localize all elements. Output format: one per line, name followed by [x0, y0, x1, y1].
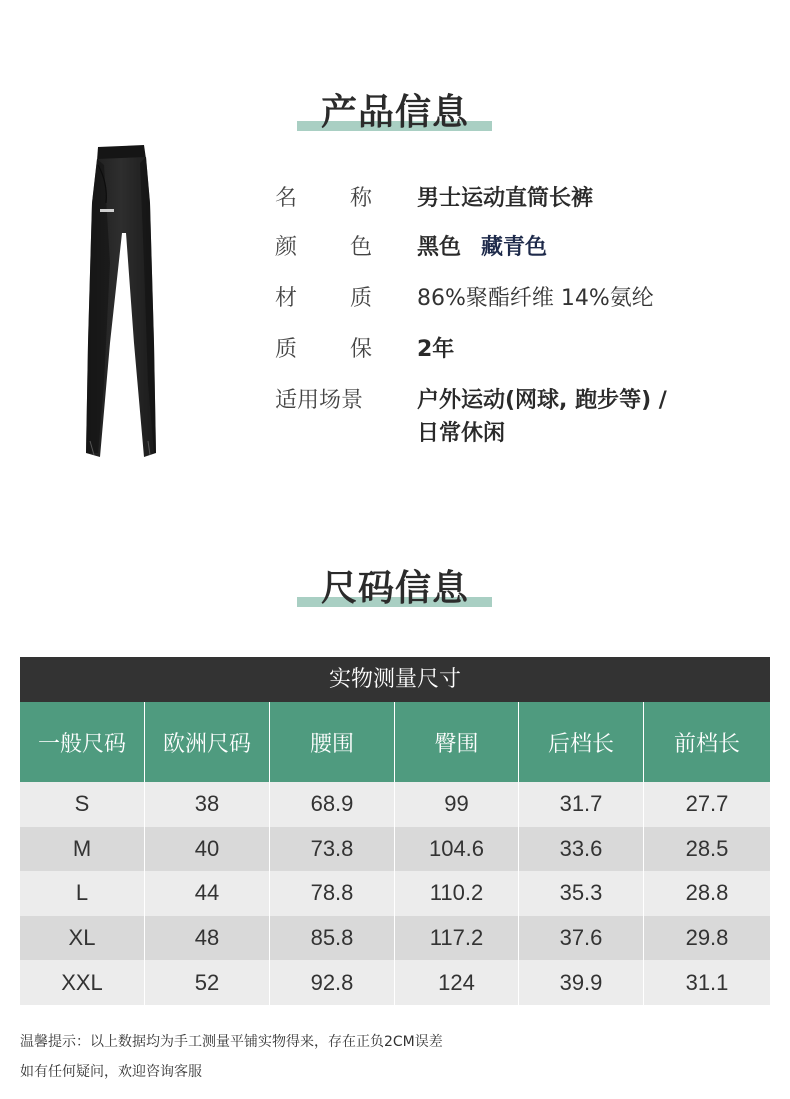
table-cell: XXL [20, 960, 145, 1005]
info-value-name: 男士运动直筒长裤 [417, 186, 594, 211]
info-value-material: 86%聚酯纤维 14%氨纶 [417, 286, 654, 311]
table-cell: 39.9 [519, 960, 644, 1005]
table-cell: 29.8 [644, 916, 770, 961]
table-cell: L [20, 871, 145, 916]
table-cell: 52 [145, 960, 270, 1005]
product-info-title: 产品信息 [320, 92, 469, 133]
table-cell: 117.2 [395, 916, 519, 961]
table-cell: XL [20, 916, 145, 961]
label-char: 质 [275, 337, 298, 362]
table-row [20, 960, 770, 1005]
table-row [20, 782, 770, 827]
usage-line-2: 日常休闲 [417, 421, 506, 446]
table-cell: 40 [145, 827, 270, 872]
label-char: 材 [275, 286, 298, 311]
table-cell: M [20, 827, 145, 872]
table-row [20, 871, 770, 916]
header-waist: 腰围 [270, 702, 395, 782]
table-cell: 33.6 [519, 827, 644, 872]
measurement-note: 温馨提示：以上数据均为手工测量平铺实物得来，存在正负2CM误差 [20, 1034, 443, 1050]
info-value-warranty: 2年 [417, 337, 455, 362]
table-cell: 73.8 [270, 827, 395, 872]
label-char: 质 [350, 286, 373, 311]
label-char: 名 [275, 186, 298, 211]
table-cell: 35.3 [519, 871, 644, 916]
table-cell: 28.8 [644, 871, 770, 916]
info-value-usage [417, 383, 667, 447]
table-cell: 37.6 [519, 916, 644, 961]
header-hip: 臀围 [395, 702, 519, 782]
label-char: 色 [350, 235, 373, 260]
label-char: 称 [350, 186, 373, 211]
pants-icon [84, 143, 158, 461]
label-char: 保 [350, 337, 373, 362]
table-cell: 27.7 [644, 782, 770, 827]
header-front-rise: 前档长 [644, 702, 770, 782]
table-cell: 44 [145, 871, 270, 916]
table-cell: 104.6 [395, 827, 519, 872]
table-header-row [20, 702, 770, 782]
table-cell: 110.2 [395, 871, 519, 916]
table-cell: 38 [145, 782, 270, 827]
table-cell: S [20, 782, 145, 827]
label-char: 颜 [275, 235, 298, 260]
table-row [20, 827, 770, 872]
color-option-black: 黑色 [417, 235, 462, 260]
header-eu-size: 欧洲尺码 [145, 702, 270, 782]
size-info-title: 尺码信息 [320, 568, 469, 609]
table-cell: 48 [145, 916, 270, 961]
table-cell: 28.5 [644, 827, 770, 872]
table-caption: 实物测量尺寸 [20, 657, 770, 702]
usage-line-1: 户外运动(网球, 跑步等) / [417, 388, 667, 413]
table-cell: 85.8 [270, 916, 395, 961]
table-row [20, 916, 770, 961]
header-back-rise: 后档长 [519, 702, 644, 782]
table-cell: 124 [395, 960, 519, 1005]
contact-note: 如有任何疑问，欢迎咨询客服 [20, 1064, 202, 1080]
table-cell: 68.9 [270, 782, 395, 827]
info-label-usage: 适用场景 [275, 388, 364, 413]
table-cell: 92.8 [270, 960, 395, 1005]
table-cell: 78.8 [270, 871, 395, 916]
table-cell: 99 [395, 782, 519, 827]
color-option-navy: 藏青色 [481, 235, 548, 260]
product-info-section-title [0, 84, 790, 134]
table-cell: 31.1 [644, 960, 770, 1005]
header-general-size: 一般尺码 [20, 702, 145, 782]
table-cell: 31.7 [519, 782, 644, 827]
info-value-color [417, 230, 547, 261]
size-info-section-title [0, 560, 790, 610]
size-table [20, 657, 770, 1005]
